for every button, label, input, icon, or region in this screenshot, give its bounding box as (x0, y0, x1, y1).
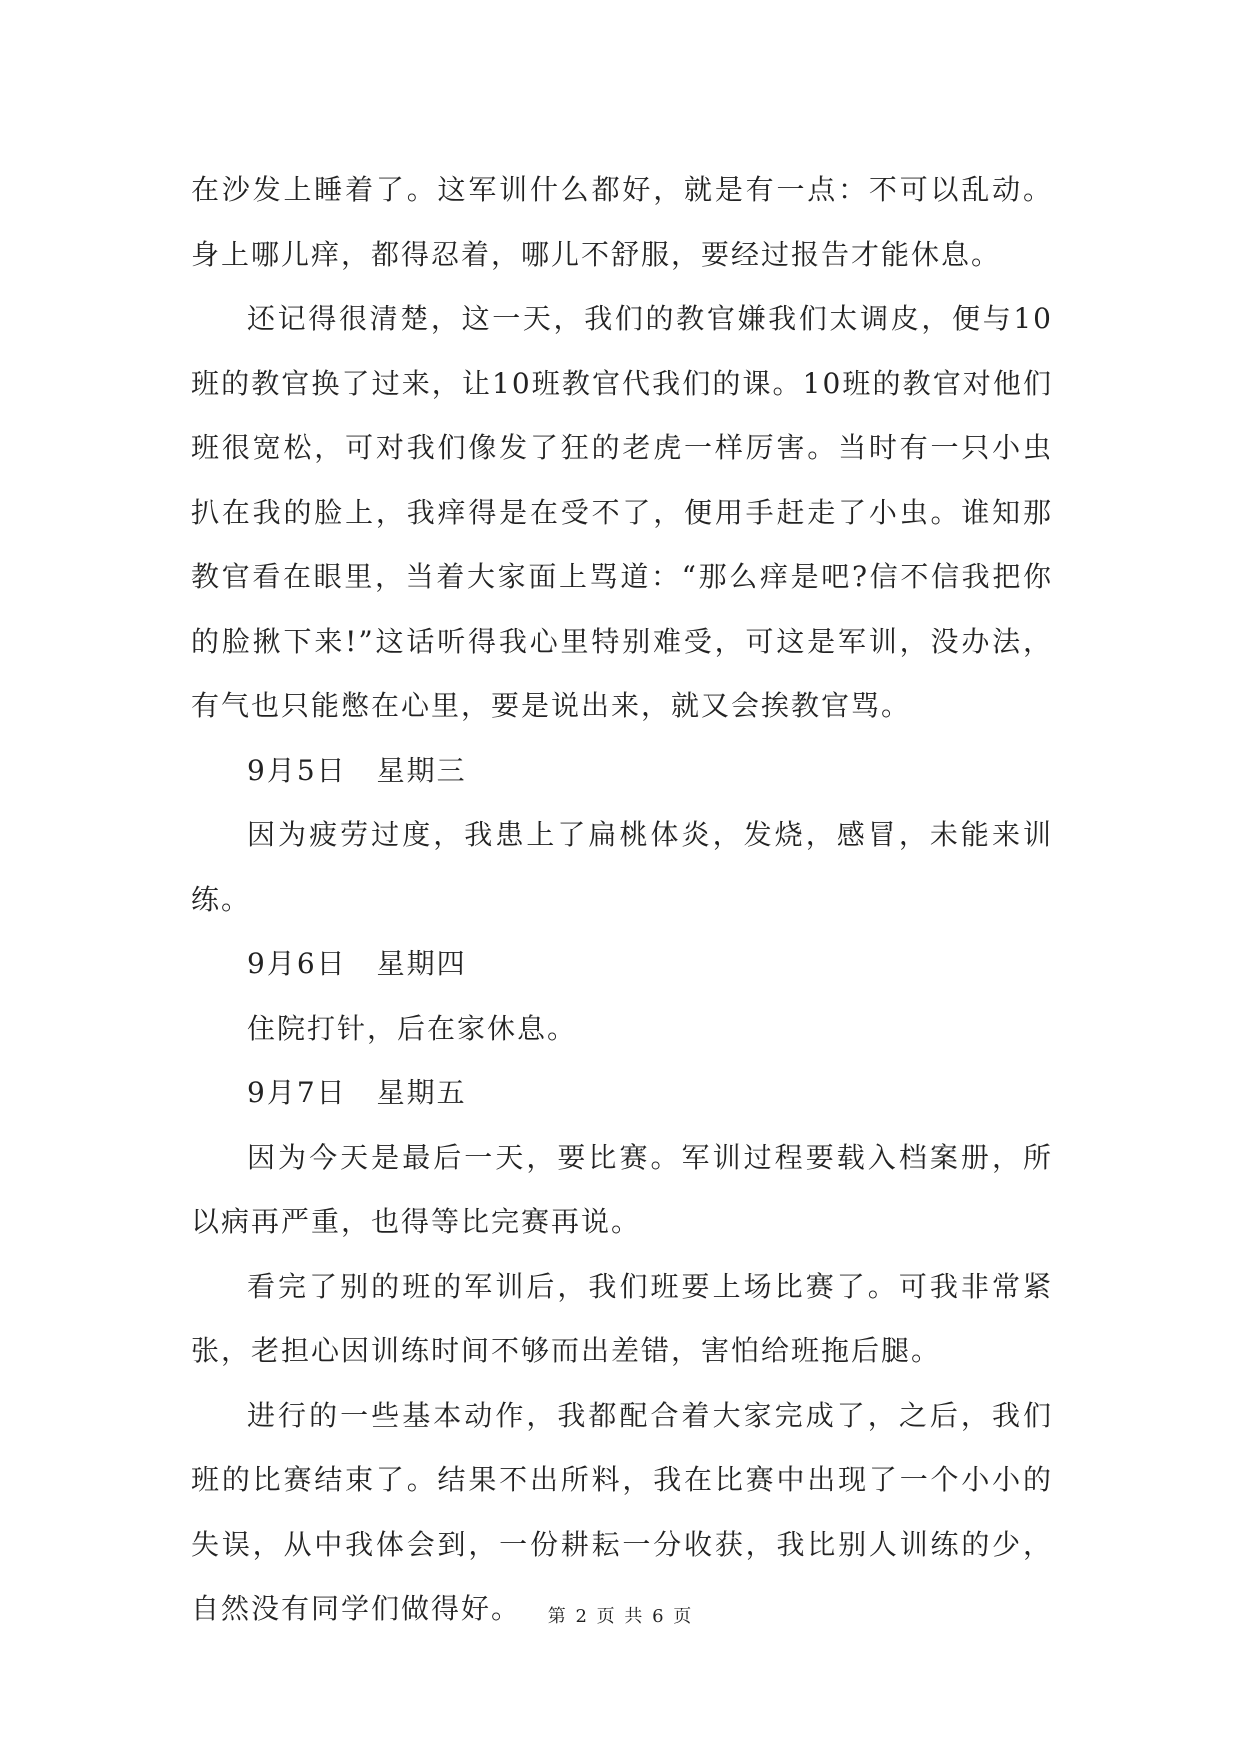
date-heading-sep-6: 9月6日 星期四 (247, 947, 467, 980)
date-heading-sep-7: 9月7日 星期五 (247, 1076, 467, 1109)
date-heading-sep-5: 9月5日 星期三 (247, 753, 467, 787)
paragraph-1: 在沙发上睡着了。这军训什么都好，就是有一点：不可以乱动。身上哪儿痒，都得忍着，哪儿不舒服，要经过报告才能休息。 (191, 173, 1053, 271)
paragraph-3: 因为疲劳过度，我患上了扁桃体炎，发烧，感冒，未能来训练。 (191, 818, 1053, 916)
document-body (191, 158, 1053, 1642)
paragraph-4: 住院打针，后在家休息。 (247, 1011, 578, 1045)
paragraph-6: 看完了别的班的军训后，我们班要上场比赛了。可我非常紧张，老担心因训练时间不够而出差错，害怕给班拖后腿。 (191, 1269, 1053, 1367)
paragraph-7: 进行的一些基本动作，我都配合着大家完成了，之后，我们班的比赛结束了。结果不出所料，我在比赛中出现了一个小小的失误，从中我体会到，一份耕耘一分收获，我比别人训练的少，自然没有同学们做得好。 (191, 1398, 1053, 1625)
paragraph-2: 还记得很清楚，这一天，我们的教官嫌我们太调皮，便与10班的教官换了过来，让10班教官代我们的课。10班的教官对他们班很宽松，可对我们像发了狂的老虎一样厉害。当时有一只小虫扒在我的脸上，我痒得是在受不了，便用手赶走了小虫。谁知那教官看在眼里，当着大家面上骂道：“那么痒是吧?信不信我把你的脸揪下来!”这话听得我心里特别难受，可这是军训，没办法，有气也只能憋在心里，要是说出来，就又会挨教官骂。 (191, 302, 1053, 722)
paragraph-5: 因为今天是最后一天，要比赛。军训过程要载入档案册，所以病再严重，也得等比完赛再说。 (191, 1140, 1053, 1238)
page-number-footer: 第 2 页 共 6 页 (547, 1606, 694, 1627)
